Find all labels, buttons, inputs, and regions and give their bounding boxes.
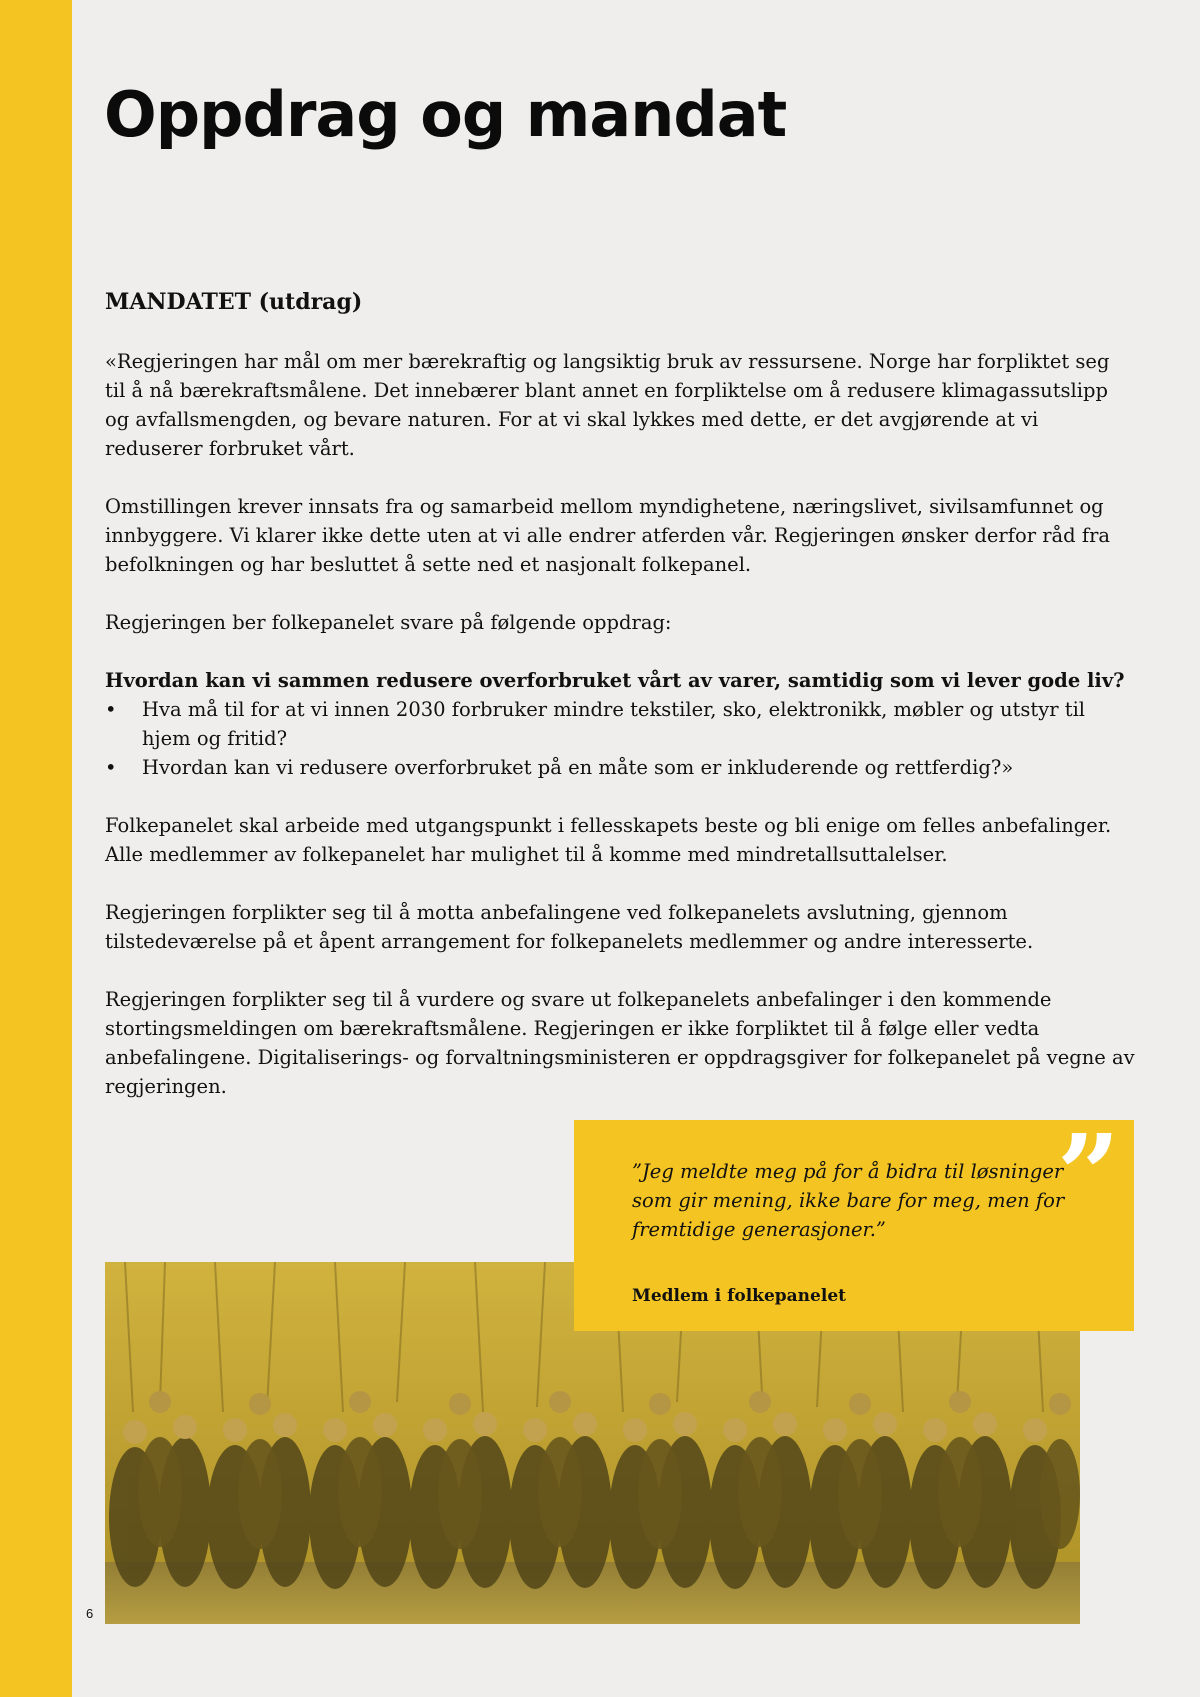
bullet-icon: • (105, 698, 117, 721)
mandate-paragraph: Regjeringen ber folkepanelet svare på følgende oppdrag: (105, 611, 672, 634)
mandate-bullet-list (105, 695, 1135, 782)
bullet-icon: • (105, 756, 117, 779)
mandate-paragraph: Regjeringen forplikter seg til å vurdere og svare ut folkepanelets anbefalinger i den kommende stortingsmeldingen om bærekraftsmålene. Regjeringen er ikke forpliktet til å følge eller vedta anbefalingene. Digitaliserings- og forvaltningsministeren er oppdragsgiver for folkepanelet på vegne av regjeringen. (105, 988, 1135, 1098)
mandate-section (105, 286, 1135, 1130)
accent-sidebar (0, 0, 72, 1697)
mandate-heading: MANDATET (utdrag) (105, 289, 363, 315)
list-item (105, 753, 1135, 782)
mandate-paragraph: Regjeringen forplikter seg til å motta anbefalingene ved folkepanelets avslutning, gjennom tilstedeværelse på et åpent arrangement for folkepanelets medlemmer og andre interesserte. (105, 901, 1034, 953)
mandate-paragraph: «Regjeringen har mål om mer bærekraftig og langsiktig bruk av ressursene. Norge har forpliktet seg til å nå bærekraftsmålene. Det innebærer blant annet en forpliktelse om å redusere klimagassutslipp og avfallsmengden, og bevare naturen. For at vi skal lykkes med dette, er det avgjørende at vi reduserer forbruket vårt. (105, 350, 1110, 460)
list-item-text: Hvordan kan vi redusere overforbruket på en måte som er inkluderende og rettferdig?» (142, 756, 1014, 779)
list-item-text: Hva må til for at vi innen 2030 forbruker mindre tekstiler, sko, elektronikk, møbler og utstyr til hjem og fritid? (142, 698, 1086, 750)
quote-text: ”Jeg meldte meg på for å bidra til løsninger som gir mening, ikke bare for meg, men for fremtidige generasjoner.” (632, 1160, 1065, 1241)
mandate-paragraph: Folkepanelet skal arbeide med utgangspunkt i fellesskapets beste og bli enige om felles anbefalinger. Alle medlemmer av folkepanelet har mulighet til å komme med mindretallsuttalelser. (105, 814, 1112, 866)
mandate-question: Hvordan kan vi sammen redusere overforbruket vårt av varer, samtidig som vi lever gode liv? (105, 669, 1125, 692)
quote-source: Medlem i folkepanelet (632, 1286, 846, 1306)
quote-box (574, 1110, 1134, 1331)
quote-mark-icon: ” (1056, 1110, 1120, 1239)
list-item (105, 695, 1135, 753)
mandate-paragraph: Omstillingen krever innsats fra og samarbeid mellom myndighetene, næringslivet, sivilsamfunnet og innbyggere. Vi klarer ikke dette uten at vi alle endrer atferden vår. Regjeringen ønsker derfor råd fra befolkningen og har besluttet å sette ned et nasjonalt folkepanel. (105, 495, 1111, 576)
page-number: 6 (86, 1606, 94, 1621)
page-title: Oppdrag og mandat (104, 78, 787, 151)
